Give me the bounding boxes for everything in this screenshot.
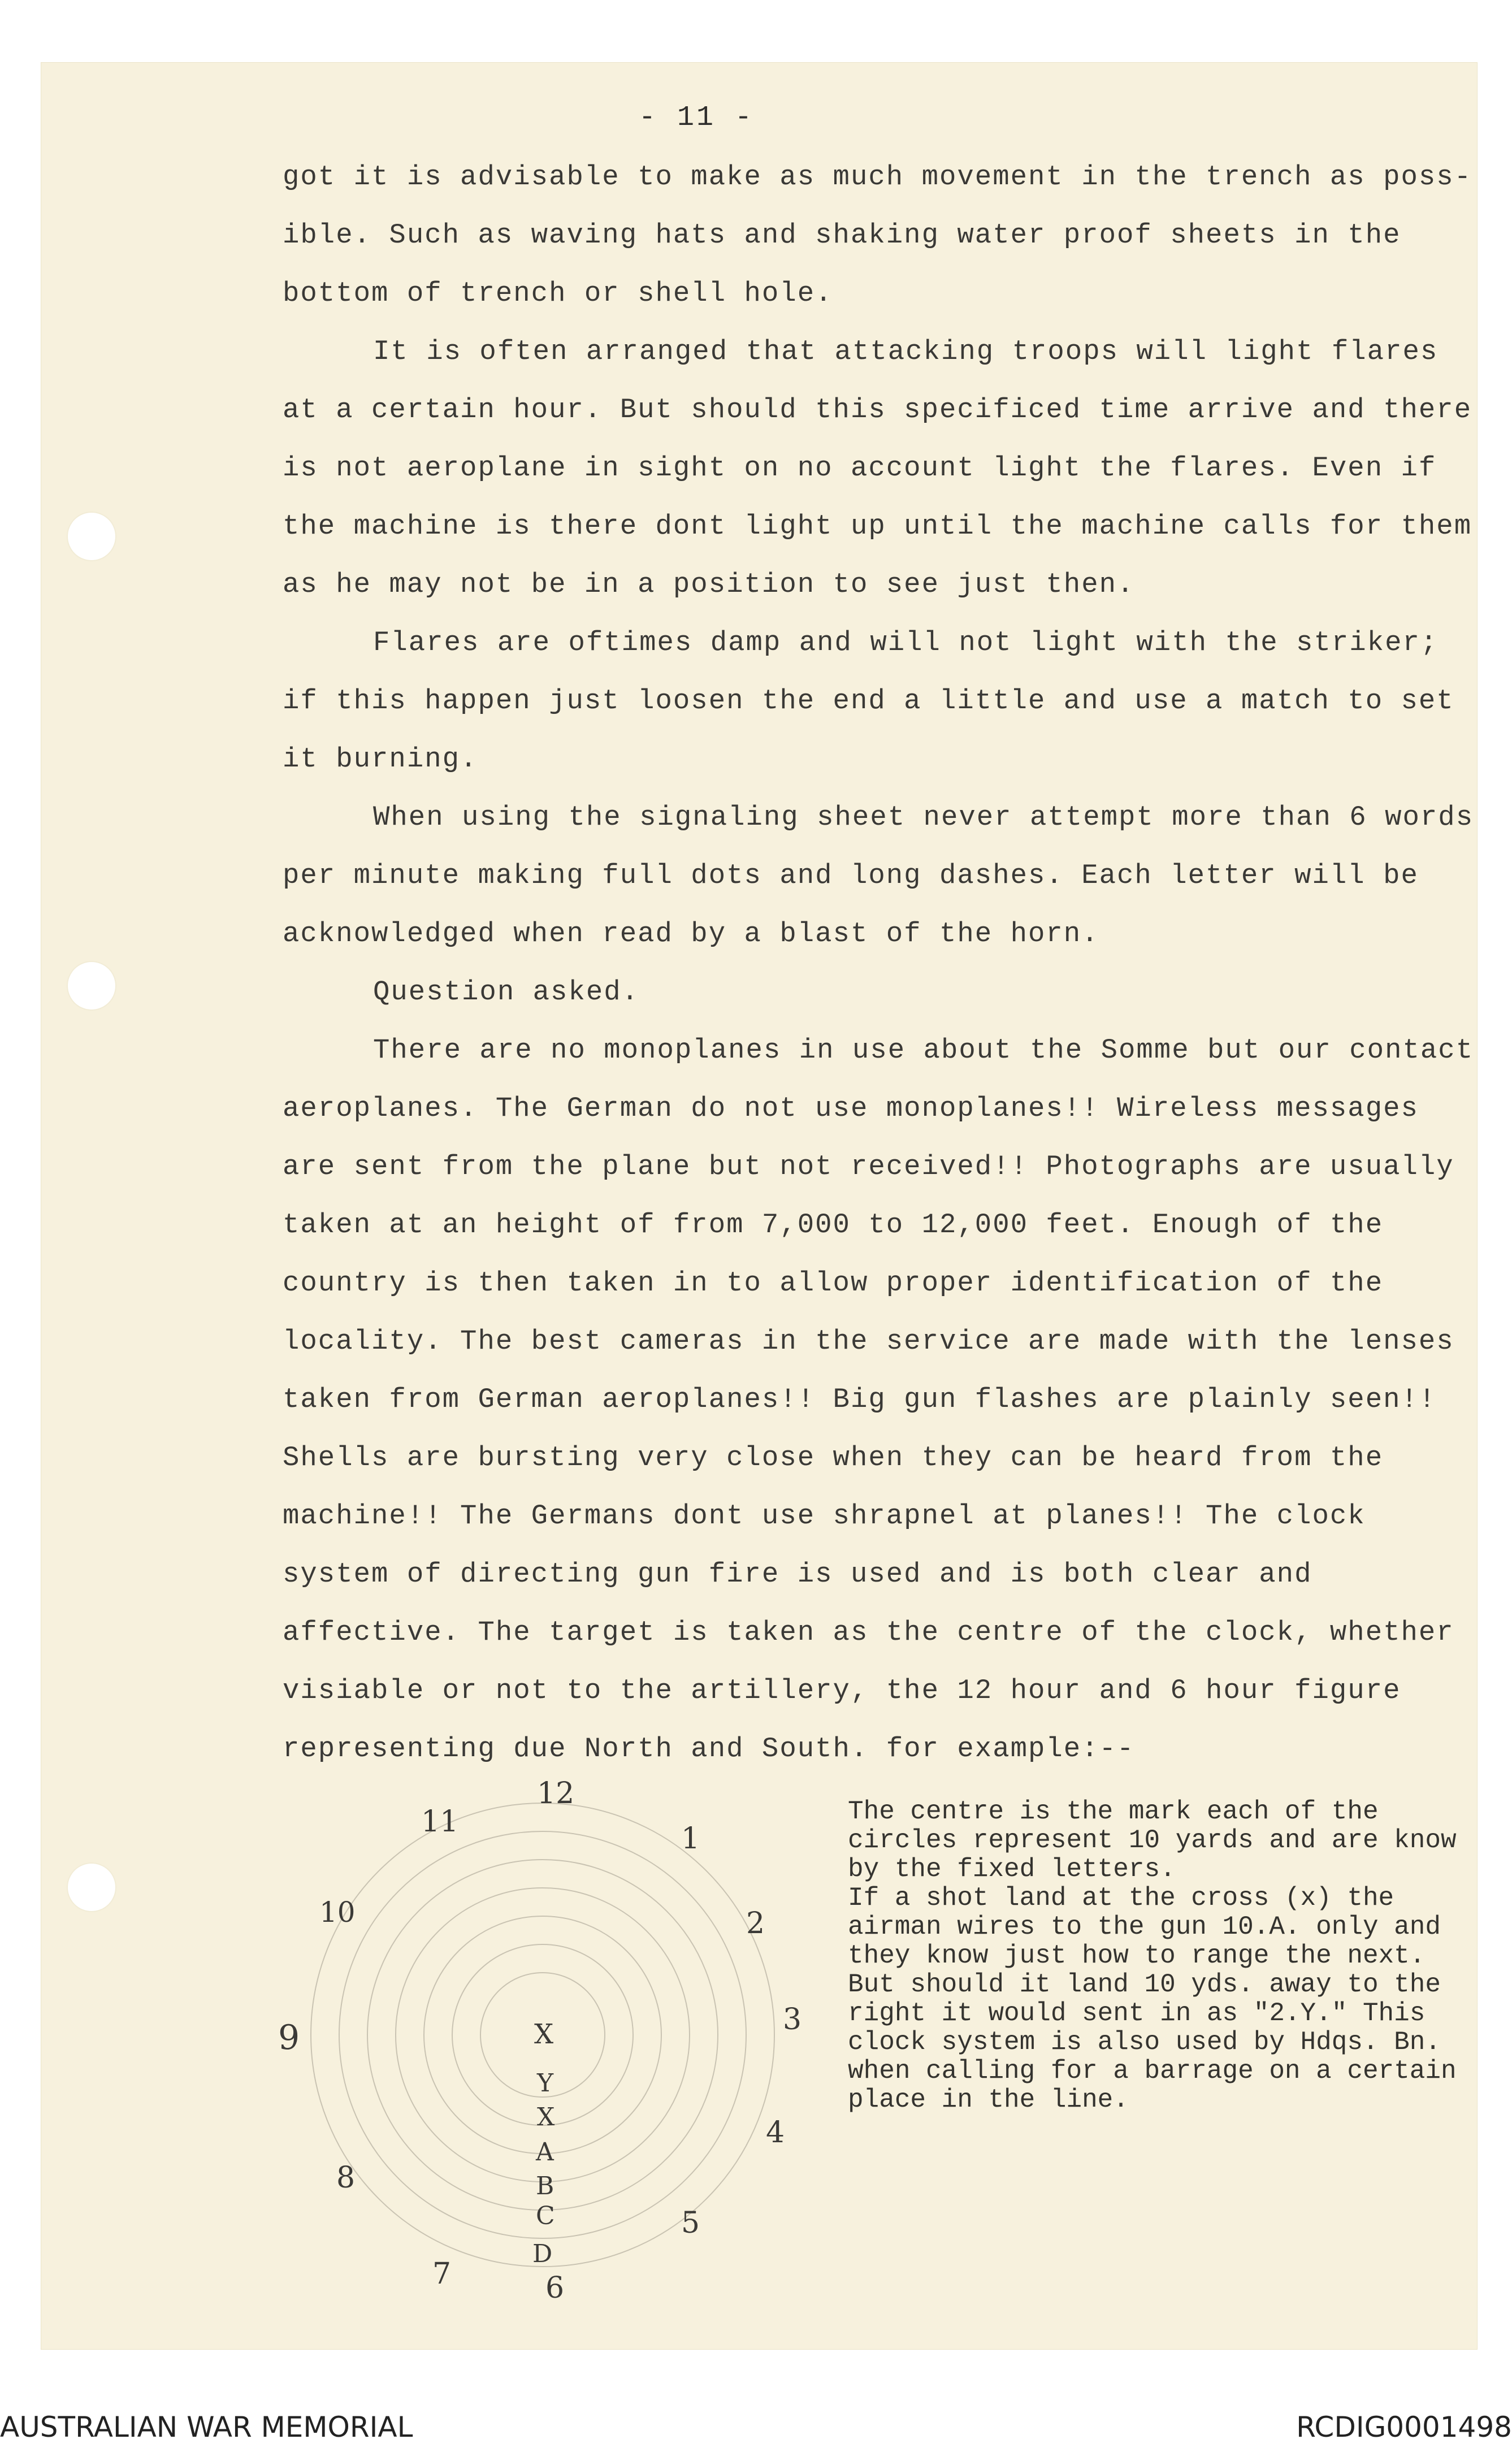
ring-letter: B bbox=[536, 2172, 554, 2200]
clock-number: 12 bbox=[537, 1780, 575, 1810]
question-heading: Question asked. bbox=[373, 976, 640, 1008]
punch-hole bbox=[67, 512, 116, 561]
page-number: - 11 - bbox=[639, 102, 755, 134]
punch-hole bbox=[67, 1862, 116, 1912]
ring-letter: Y bbox=[537, 2069, 554, 2098]
archive-label: AUSTRALIAN WAR MEMORIAL bbox=[0, 2411, 413, 2444]
clock-number: 5 bbox=[681, 2206, 700, 2240]
paragraph: Flares are oftimes damp and will not light with the striker; if this happen just loosen the end a little and use a match to set it burning. bbox=[283, 627, 1454, 775]
clock-number: 1 bbox=[681, 1822, 700, 1856]
paragraph: There are no monoplanes in use about the Somme but our contact aeroplanes. The German do not use monoplanes!! Wireless messages are sent from the plane but not received!! Photographs are usually taken at an height of from 7,000 to 12,000 feet. Enough of the country is then taken in to allow proper identification of the locality. The best cameras in the service are made with the lenses taken from German aeroplanes!! Big gun flashes are plainly seen!! Shells are bursting very close when they can be heard from the machine!! The Germans dont use shrapnel at planes!! The clock system of directing gun fire is used and is both clear and affective. The target is taken as the centre of the clock, whether visiable or not to the artillery, the 12 hour and 6 hour figure representing due North and South. for example:-- bbox=[283, 1034, 1474, 1765]
paragraph: got it is advisable to make as much movement in the trench as poss-ible. Such as waving hats and shaking water proof sheets in the bottom of trench or shell hole. bbox=[283, 161, 1472, 309]
clock-number: 2 bbox=[746, 1907, 765, 1940]
clock-number: 3 bbox=[783, 2003, 802, 2037]
paragraph: It is often arranged that attacking troops will light flares at a certain hour. But should this specificed time arrive and there is not aeroplane in sight on no account light the flares. Even if the machine is there dont light up until the machine calls for them as he may not be in a position to see just then. bbox=[283, 336, 1472, 600]
punch-hole bbox=[67, 961, 116, 1011]
clock-number: 6 bbox=[545, 2271, 565, 2305]
clock-number: 8 bbox=[336, 2161, 356, 2195]
ring-letter: A bbox=[536, 2138, 554, 2167]
clock-explanation: The centre is the mark each of the circles represent 10 yards and are know by the fixed letters. If a shot land at the cross (x) the airman wires to the gun 10.A. only and they know just how to range the next. But should it land 10 yds. away to the right it would sent in as "2.Y." This clock system is also used by Hdqs. Bn. when calling for a barrage on a certain place in the line. bbox=[848, 1797, 1457, 2115]
clock-diagram bbox=[271, 1780, 837, 2334]
centre-mark: X bbox=[534, 2018, 554, 2050]
archive-id: RCDIG0001498 bbox=[1296, 2411, 1512, 2444]
clock-number: 4 bbox=[766, 2116, 785, 2150]
clock-number: 9 bbox=[278, 2018, 300, 2057]
ring-letter: X bbox=[537, 2103, 555, 2132]
clock-number: 10 bbox=[319, 1896, 356, 1929]
ring-letter: C bbox=[536, 2202, 555, 2230]
clock-number: 7 bbox=[432, 2257, 452, 2291]
paragraph: When using the signaling sheet never attempt more than 6 words per minute making full dots and long dashes. Each letter will be acknowledged when read by a blast of the horn. bbox=[283, 802, 1474, 950]
ring-letter: D bbox=[532, 2239, 553, 2268]
body-text bbox=[283, 148, 1481, 1778]
clock-number: 11 bbox=[421, 1805, 459, 1839]
